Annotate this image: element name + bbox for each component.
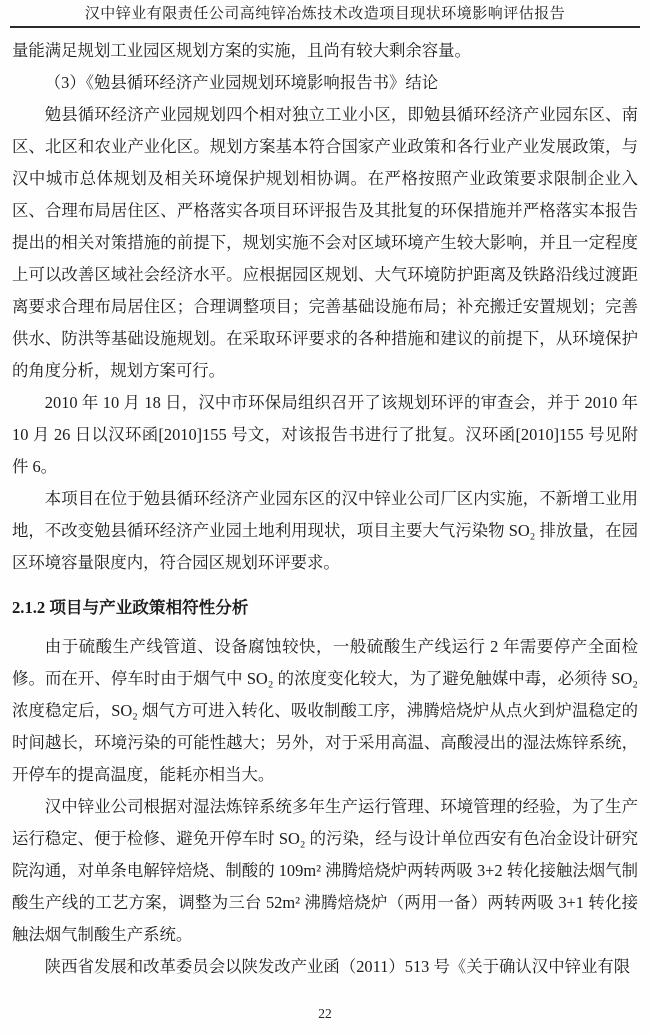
paragraph-sulfuric-acid-line: 由于硫酸生产线管道、设备腐蚀较快，一般硫酸生产线运行 2 年需要停产全面检修。而在开、停车时由于烟气中 SO₂ 的浓度变化较大，为了避免触媒中毒，必须待 SO₂ 浓度稳定后，SO₂ 烟气方可进入转化、吸收制酸工序，沸腾焙烧炉从点火到炉温稳定的时间越长，环境污染的可能性越大；另外，对于采用高温、高酸浸出的湿法炼锌系统，开停车的提高温度，能耗亦相当大。 [12, 637, 638, 784]
paragraph-approval-2010: 2010 年 10 月 18 日，汉中市环保局组织召开了该规划环评的审查会，并于 2010 年 10 月 26 日以汉环函[2010]155 号文，对该报告书进行了批复。汉环函[2010]155 号见附件 6。 [12, 393, 638, 476]
header-title: 汉中锌业有限责任公司高纯锌冶炼技术改造项目现状环境影响评估报告 [84, 6, 566, 22]
paragraph-conclusion-label: （3）《勉县循环经济产业园规划环境影响报告书》结论 [44, 73, 439, 92]
paragraph-shaanxi-ndrc: 陕西省发展和改革委员会以陕发改产业函（2011）513 号《关于确认汉中锌业有限 [44, 957, 631, 976]
page-number: 22 [318, 1006, 332, 1021]
page-header [12, 0, 638, 28]
header-rule [10, 26, 640, 28]
paragraph-park-planning: 勉县循环经济产业园规划四个相对独立工业小区，即勉县循环经济产业园东区、南区、北区和农业产业化区。规划方案基本符合国家产业政策和各行业产业发展政策，与汉中城市总体规划及相关环境保护规划相协调。在严格按照产业政策要求限制企业入区、合理布局居住区、严格落实各项目环评报告及其批复的环保措施并严格落实本报告提出的相关对策措施的前提下，规划实施不会对区域环境产生较大影响，并且一定程度上可以改善区域社会经济水平。应根据园区规划、大气环境防护距离及铁路沿线过渡距离要求合理布局居住区；合理调整项目；完善基础设施布局；补充搬迁安置规划；完善供水、防洪等基础设施规划。在采取环评要求的各种措施和建议的前提下，从环境保护的角度分析，规划方案可行。 [12, 105, 638, 380]
document-body [12, 35, 638, 983]
paragraph-continuation: 量能满足规划工业园区规划方案的实施，且尚有较大剩余容量。 [12, 41, 471, 60]
page-footer [0, 1005, 650, 1023]
section-heading-2-1-2: 2.1.2 项目与产业政策相符性分析 [12, 598, 249, 617]
paragraph-process-adjustment: 汉中锌业公司根据对湿法炼锌系统多年生产运行管理、环境管理的经验，为了生产运行稳定、便于检修、避免开停车时 SO₂ 的污染，经与设计单位西安有色冶金设计研究院沟通，对单条电解锌焙烧、制酸的 109m² 沸腾焙烧炉两转两吸 3+2 转化接触法烟气制酸生产线的工艺方案，调整为三台 52m² 沸腾焙烧炉（两用一备）两转两吸 3+1 转化接触法烟气制酸生产系统。 [12, 797, 638, 944]
paragraph-project-location: 本项目在位于勉县循环经济产业园东区的汉中锌业公司厂区内实施，不新增工业用地，不改变勉县循环经济产业园土地利用现状，项目主要大气污染物 SO₂ 排放量，在园区环境容量限度内，符合园区规划环评要求。 [12, 489, 638, 572]
